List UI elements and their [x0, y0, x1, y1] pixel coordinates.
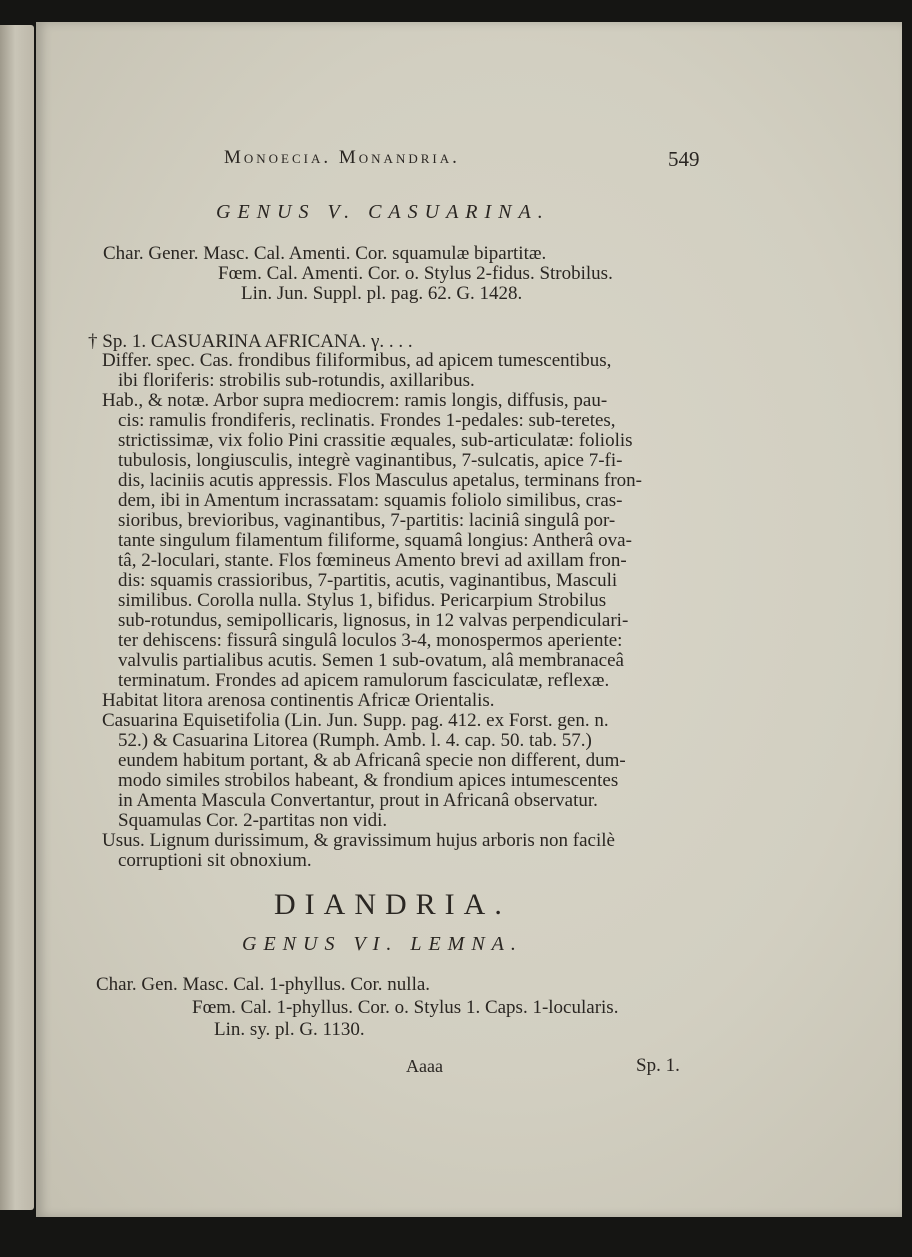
genus-heading: GENUS V. CASUARINA. — [216, 201, 550, 223]
signature-mark: Aaaa — [406, 1056, 443, 1076]
text-line: dem, ibi in Amentum incrassatam: squamis foliolo similibus, cras- — [118, 490, 623, 511]
text-line: Casuarina Equisetifolia (Lin. Jun. Supp. pag. 412. ex Forst. gen. n. — [102, 710, 609, 731]
text-line: sioribus, brevioribus, vaginantibus, 7-partitis: laciniâ singulâ por- — [118, 510, 616, 531]
habitat-line: Habitat litora arenosa continentis Africæ Orientalis. — [102, 690, 495, 711]
text-line: similibus. Corolla nulla. Stylus 1, bifidus. Pericarpium Strobilus — [118, 590, 607, 611]
adjacent-page-edge — [0, 25, 34, 1210]
text-line: tante singulum filamentum filiforme, squamâ longius: Antherâ ova- — [118, 530, 632, 551]
text-line: tâ, 2-loculari, stante. Flos fœmineus Amento brevi ad axillam fron- — [118, 550, 627, 571]
text-line: Squamulas Cor. 2-partitas non vidi. — [118, 810, 388, 831]
text-line: 52.) & Casuarina Litorea (Rumph. Amb. l. 4. cap. 50. tab. 57.) — [118, 730, 592, 751]
usus-line: Usus. Lignum durissimum, & gravissimum hujus arboris non facilè — [102, 830, 615, 851]
species-heading: † Sp. 1. CASUARINA AFRICANA. γ. . . . — [88, 331, 413, 352]
generic-character-line: Fœm. Cal. 1-phyllus. Cor. o. Stylus 1. Caps. 1-locularis. — [192, 997, 619, 1018]
text-line: in Amenta Mascula Convertantur, prout in Africanâ observatur. — [118, 790, 598, 811]
book-page — [36, 22, 902, 1217]
text-line: modo similes strobilos habeant, & frondium apices intumescentes — [118, 770, 619, 791]
text-line: cis: ramulis frondiferis, reclinatis. Frondes 1-pedales: sub-teretes, — [118, 410, 616, 431]
text-line: Hab., & notæ. Arbor supra mediocrem: ramis longis, diffusis, pau- — [102, 390, 608, 411]
text-line: Differ. spec. Cas. frondibus filiformibus, ad apicem tumescentibus, — [102, 350, 612, 371]
text-line: tubulosis, longiusculis, integrè vaginantibus, 7-sulcatis, apice 7-fi- — [118, 450, 623, 471]
text-line: valvulis partialibus acutis. Semen 1 sub-ovatum, alâ membranaceâ — [118, 650, 624, 671]
text-line: sub-rotundus, semipollicaris, lignosus, in 12 valvas perpendiculari- — [118, 610, 629, 631]
running-head: Monoecia. Monandria. — [224, 147, 460, 168]
text-line: terminatum. Frondes ad apicem ramulorum fasciculatæ, reflexæ. — [118, 670, 610, 691]
genus-heading: GENUS VI. LEMNA. — [242, 933, 523, 955]
page-number: 549 — [668, 147, 700, 171]
catchword: Sp. 1. — [636, 1055, 680, 1076]
text-line: ibi floriferis: strobilis sub-rotundis, axillaribus. — [118, 370, 475, 391]
generic-character-line: Lin. Jun. Suppl. pl. pag. 62. G. 1428. — [241, 283, 523, 304]
generic-character-line: Lin. sy. pl. G. 1130. — [214, 1019, 365, 1040]
text-line: strictissimæ, vix folio Pini crassitie æquales, sub-articulatæ: foliolis — [118, 430, 633, 451]
text-line: dis: squamis crassioribus, 7-partitis, acutis, vaginantibus, Masculi — [118, 570, 618, 591]
generic-character-line: Char. Gener. Masc. Cal. Amenti. Cor. squamulæ bipartitæ. — [103, 243, 547, 264]
class-heading: DIANDRIA. — [274, 888, 511, 921]
text-line: ter dehiscens: fissurâ singulâ loculos 3-4, monospermos aperiente: — [118, 630, 623, 651]
text-line: corruptioni sit obnoxium. — [118, 850, 312, 871]
generic-character-line: Char. Gen. Masc. Cal. 1-phyllus. Cor. nulla. — [96, 974, 431, 995]
text-line: eundem habitum portant, & ab Africanâ specie non different, dum- — [118, 750, 626, 771]
generic-character-line: Fœm. Cal. Amenti. Cor. o. Stylus 2-fidus. Strobilus. — [218, 263, 613, 284]
text-line: dis, laciniis acutis appressis. Flos Masculus apetalus, terminans fron- — [118, 470, 642, 491]
